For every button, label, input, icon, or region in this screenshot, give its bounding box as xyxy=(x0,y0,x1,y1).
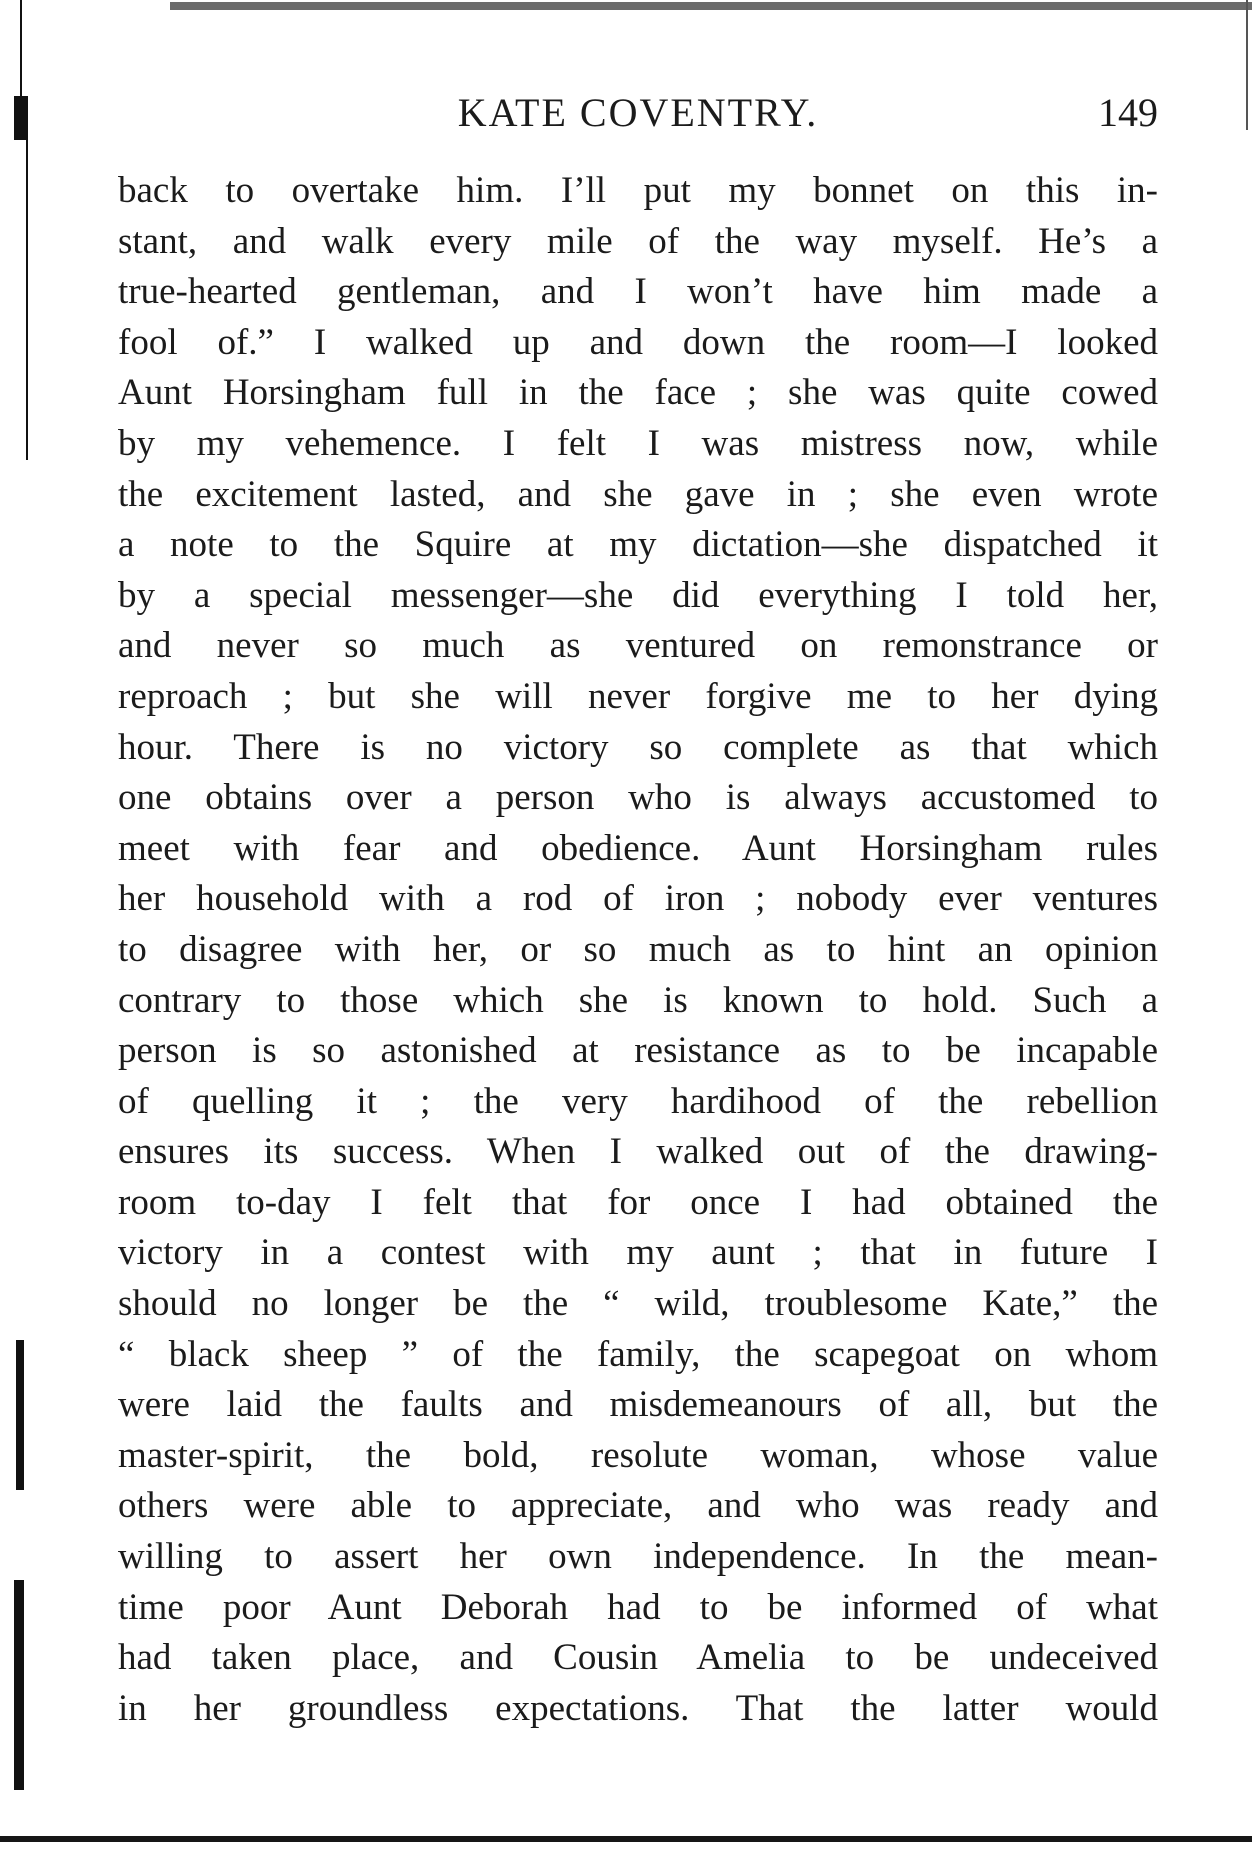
text-line: should no longer be the “ wild, troublesome Kate,” the xyxy=(118,1283,1158,1325)
text-line: stant, and walk every mile of the way myself. He’s a xyxy=(118,220,1158,262)
text-line: room to-day I felt that for once I had obtained the xyxy=(118,1181,1158,1223)
text-line: ensures its success. When I walked out of the drawing- xyxy=(118,1131,1158,1173)
text-line: by a special messenger—she did everything I told her, xyxy=(118,574,1158,616)
text-line: fool of.” I walked up and down the room—I looked xyxy=(118,321,1158,363)
text-line: back to overtake him. I’ll put my bonnet on this in- xyxy=(118,170,1158,211)
page-number: 149 xyxy=(1098,90,1158,135)
left-binding-edge xyxy=(14,96,28,140)
text-line: by my vehemence. I felt I was mistress now, while xyxy=(118,422,1158,464)
text-line: true-hearted gentleman, and I won’t have him made a xyxy=(118,271,1158,313)
text-line: hour. There is no victory so complete as that which xyxy=(118,726,1158,768)
page-header xyxy=(118,88,1158,138)
text-line: time poor Aunt Deborah had to be informed of what xyxy=(118,1586,1158,1628)
left-binding-edge xyxy=(14,1580,24,1790)
text-line: contrary to those which she is known to hold. Such a xyxy=(118,979,1158,1021)
text-line: a note to the Squire at my dictation—she dispatched it xyxy=(118,524,1158,566)
text-line: person is so astonished at resistance as to be incapable xyxy=(118,1030,1158,1072)
text-line: meet with fear and obedience. Aunt Horsingham rules xyxy=(118,827,1158,869)
text-line: “ black sheep ” of the family, the scapegoat on whom xyxy=(118,1333,1158,1375)
running-title: KATE COVENTRY. xyxy=(457,90,819,135)
text-line: willing to assert her own independence. In the mean- xyxy=(118,1536,1158,1578)
bottom-page-edge-rule xyxy=(0,1836,1252,1842)
right-page-edge xyxy=(1246,0,1248,130)
text-line: had taken place, and Cousin Amelia to be undeceived xyxy=(118,1637,1158,1679)
left-binding-edge xyxy=(20,0,22,100)
text-line: her household with a rod of iron ; nobody ever ventures xyxy=(118,878,1158,920)
text-line: victory in a contest with my aunt ; that in future I xyxy=(118,1232,1158,1274)
text-line: the excitement lasted, and she gave in ; she even wrote xyxy=(118,473,1158,515)
text-line: of quelling it ; the very hardihood of the rebellion xyxy=(118,1080,1158,1122)
text-line: were laid the faults and misdemeanours of all, but the xyxy=(118,1384,1158,1426)
left-binding-edge xyxy=(16,1340,24,1490)
text-line: and never so much as ventured on remonstrance or xyxy=(118,625,1158,667)
text-line: Aunt Horsingham full in the face ; she was quite cowed xyxy=(118,372,1158,414)
text-line: to disagree with her, or so much as to hint an opinion xyxy=(118,928,1158,970)
left-binding-edge xyxy=(26,140,28,460)
text-line: master-spirit, the bold, resolute woman, whose value xyxy=(118,1434,1158,1476)
body-text xyxy=(118,166,1158,1734)
text-line: reproach ; but she will never forgive me to her dying xyxy=(118,675,1158,717)
text-line: others were able to appreciate, and who was ready and xyxy=(118,1485,1158,1527)
top-page-edge-rule xyxy=(170,2,1252,10)
text-line: in her groundless expectations. That the latter would xyxy=(118,1687,1158,1729)
text-line: one obtains over a person who is always accustomed to xyxy=(118,777,1158,819)
